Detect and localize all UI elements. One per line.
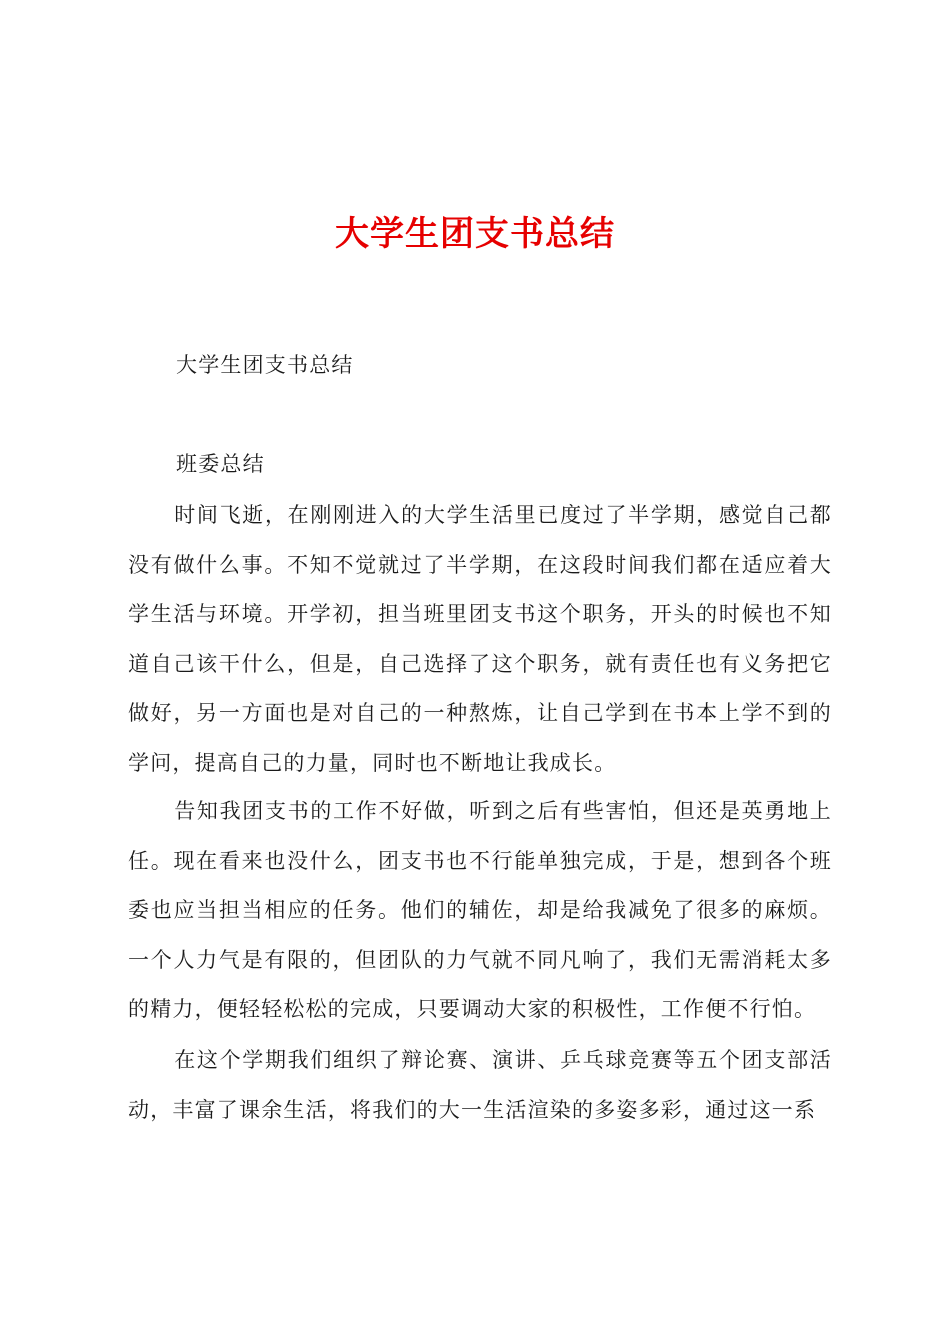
document-subtitle: 大学生团支书总结 — [176, 353, 354, 377]
paragraph-2: 告知我团支书的工作不好做，听到之后有些害怕，但还是英勇地上任。现在看来也没什么，团支书也不行能单独完成，于是，想到各个班委也应当担当相应的任务。他们的辅佐，却是给我减免了很多的麻烦。一个人力气是有限的，但团队的力气就不同凡响了，我们无需消耗太多的精力，便轻轻松松的完成，只要调动大家的积极性，工作便不行怕。 — [128, 799, 832, 1021]
section-heading: 班委总结 — [176, 452, 265, 476]
document-title: 大学生团支书总结 — [335, 214, 615, 254]
paragraph-1: 时间飞逝，在刚刚进入的大学生活里已度过了半学期，感觉自己都没有做什么事。不知不觉就过了半学期，在这段时间我们都在适应着大学生活与环境。开学初，担当班里团支书这个职务，开头的时候也不知道自己该干什么，但是，自己选择了这个职务，就有责任也有义务把它做好，另一方面也是对自己的一种熬炼，让自己学到在书本上学不到的学问，提高自己的力量，同时也不断地让我成长。 — [128, 503, 832, 775]
paragraph-3: 在这个学期我们组织了辩论赛、演讲、乒乓球竞赛等五个团支部活动，丰富了课余生活，将我们的大一生活渲染的多姿多彩，通过这一系 — [128, 1048, 832, 1122]
